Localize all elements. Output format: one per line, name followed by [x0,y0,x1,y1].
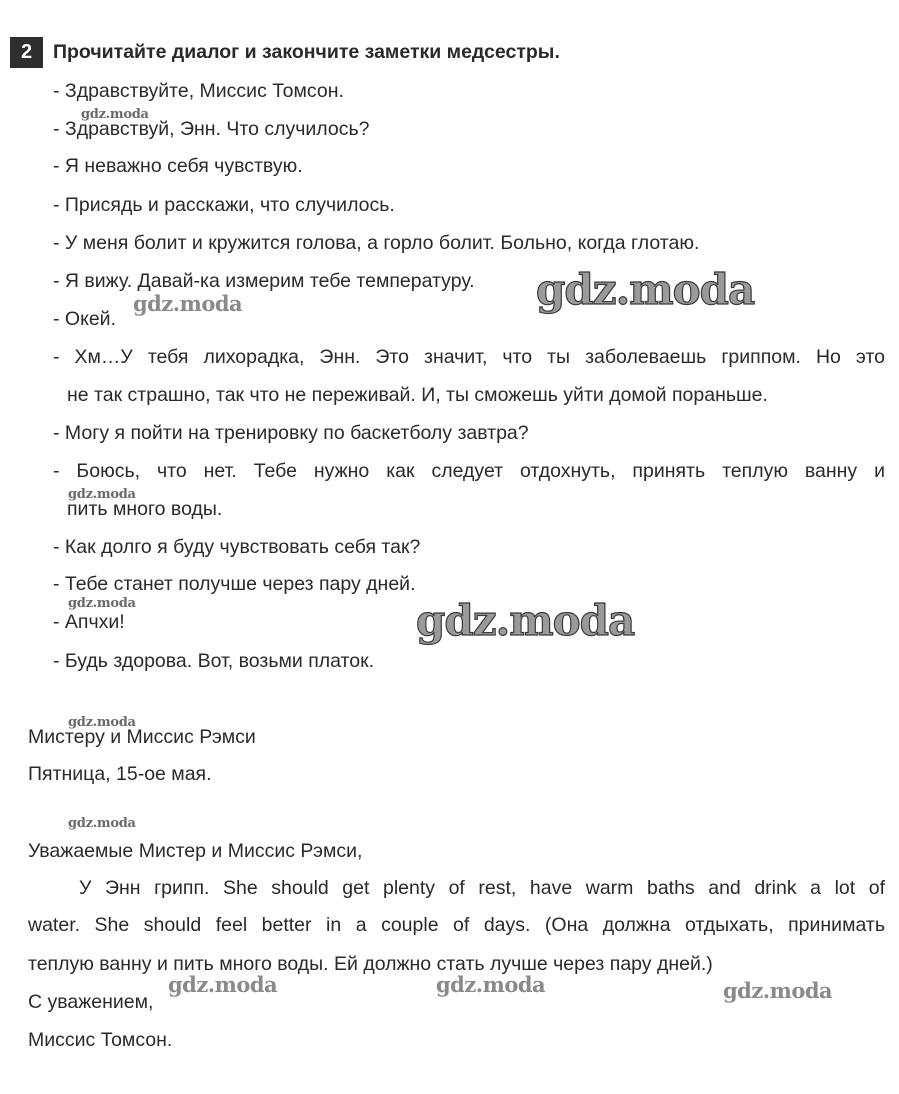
task-title: Прочитайте диалог и закончите заметки медсестры. [53,41,560,63]
watermark: gdz.moda [723,978,833,1003]
note-date: Пятница, 15-ое мая. [28,763,212,785]
watermark: gdz.moda [68,816,136,831]
watermark: gdz.moda [81,107,149,122]
dialogue-line: - Я вижу. Давай-ка измерим тебе температуру. [53,270,475,292]
dialogue-line: - Как долго я буду чувствовать себя так? [53,536,421,558]
dialogue-line-continuation: не так страшно, так что не переживай. И, ты сможешь уйти домой пораньше. [67,384,768,406]
note-closing: С уважением, [28,991,154,1013]
dialogue-line: - Присядь и расскажи, что случилось. [53,194,395,216]
dialogue-line: - Хм…У тебя лихорадка, Энн. Это значит, что ты заболеваешь гриппом. Но это [53,346,885,368]
dialogue-line: - Боюсь, что нет. Тебе нужно как следует отдохнуть, принять теплую ванну и [53,460,885,482]
note-body-line: теплую ванну и пить много воды. Ей должно стать лучше через пару дней.) [28,953,713,975]
watermark: gdz.moda [133,291,243,316]
watermark: gdz.moda [68,715,136,730]
dialogue-line-continuation: пить много воды. [67,498,223,520]
note-greeting: Уважаемые Мистер и Миссис Рэмси, [28,840,363,862]
dialogue-line: - Тебе станет получше через пару дней. [53,573,416,595]
dialogue-line: - У меня болит и кружится голова, а горло болит. Больно, когда глотаю. [53,232,700,254]
dialogue-line: - Окей. [53,308,116,330]
watermark: gdz.moda [436,972,546,997]
watermark: gdz.moda [68,487,136,502]
note-recipient: Мистеру и Миссис Рэмси [28,726,256,748]
dialogue-line: - Могу я пойти на тренировку по баскетболу завтра? [53,422,529,444]
watermark: gdz.moda [416,596,635,645]
watermark: gdz.moda [536,265,755,314]
dialogue-line: - Здравствуй, Энн. Что случилось? [53,118,370,140]
note-body-line: water. She should feel better in a couple of days. (Она должна отдыхать, принимать [28,914,885,936]
dialogue-line: - Апчхи! [53,611,125,633]
task-number-badge: 2 [10,37,43,68]
note-signature: Миссис Томсон. [28,1029,173,1051]
watermark: gdz.moda [168,972,278,997]
dialogue-line: - Здравствуйте, Миссис Томсон. [53,80,344,102]
watermark: gdz.moda [68,596,136,611]
dialogue-line: - Я неважно себя чувствую. [53,155,303,177]
dialogue-line: - Будь здорова. Вот, возьми платок. [53,650,375,672]
note-body-line: У Энн грипп. She should get plenty of rest, have warm baths and drink a lot of [79,877,885,899]
